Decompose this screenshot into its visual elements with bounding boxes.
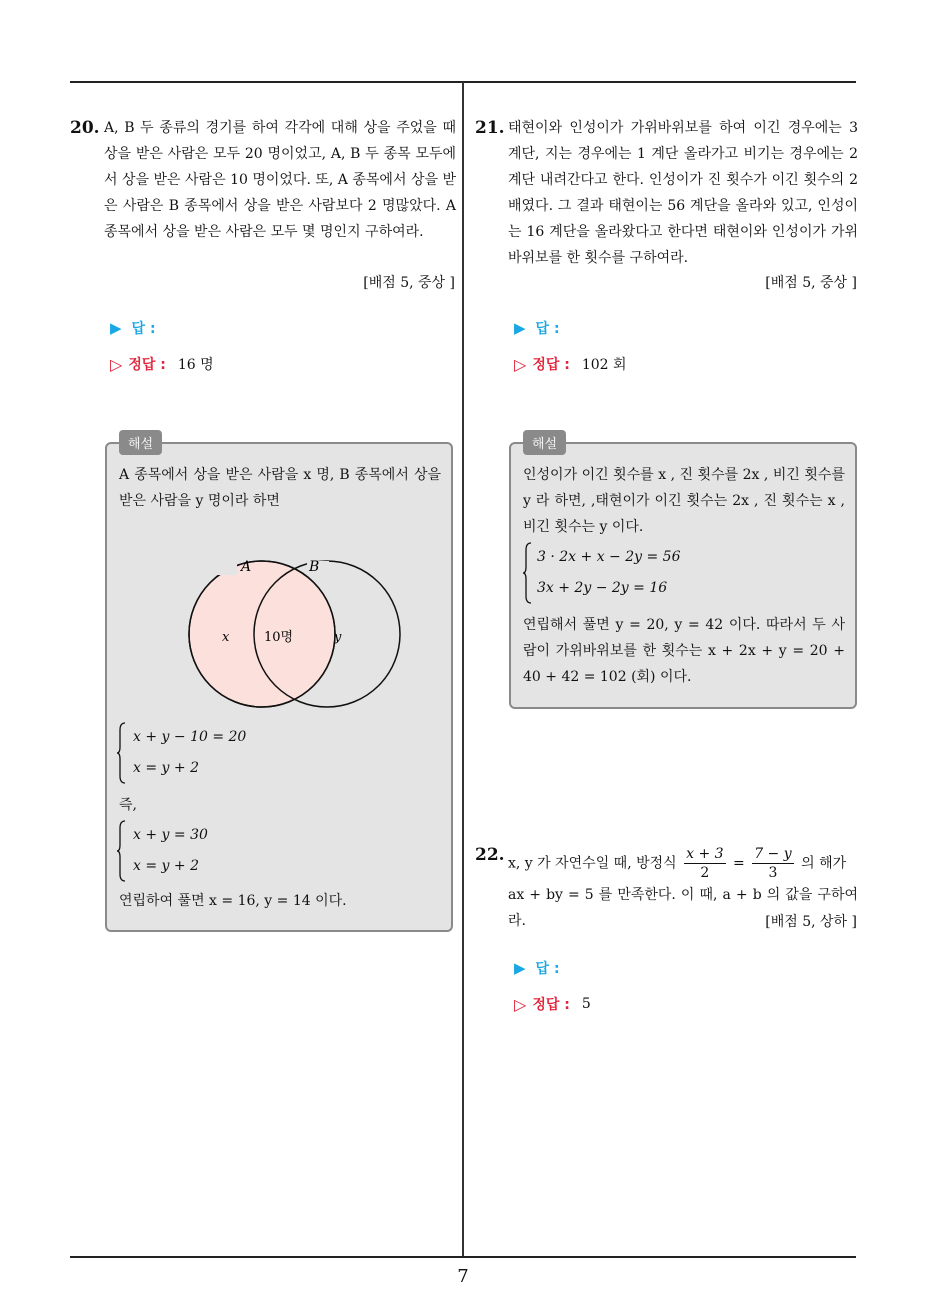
solution-value: 102 회: [581, 357, 627, 373]
venn-left-value: x: [222, 630, 230, 645]
venn-label-b: B: [309, 559, 320, 575]
solution-line: [514, 354, 627, 374]
outline-triangle-icon: ▷: [110, 354, 123, 374]
solution-line: [514, 994, 591, 1014]
equation-system: [523, 542, 743, 606]
explanation-intro: 인성이가 이긴 횟수를 x , 진 횟수를 2x , 비긴 횟수를 y 라 하면, ,태현이가 이긴 횟수는 2x , 진 횟수는 x , 비긴 횟수는 y 이다.: [523, 467, 845, 535]
fraction-1: $\frac{x + 3}{2}$: [686, 846, 724, 881]
page-number: 7: [457, 1266, 469, 1287]
solution-value: 5: [581, 996, 591, 1012]
equation-1a: x + y − 10 = 20: [133, 729, 247, 745]
problem-number: 22.: [475, 845, 505, 865]
venn-diagram: [157, 549, 457, 709]
answer-line: [110, 318, 156, 338]
equation-2b: x = y + 2: [133, 858, 199, 874]
solution-label: 정답 :: [532, 997, 570, 1013]
equation-system-2: [117, 820, 317, 884]
bottom-rule: [70, 1256, 856, 1258]
answer-label: 답 :: [131, 321, 156, 337]
answer-line: [514, 318, 560, 338]
problem-text-line1: [508, 845, 860, 882]
explanation-tag: 해설: [523, 430, 566, 455]
venn-middle-value: 10명: [264, 630, 294, 645]
equation-1b: x = y + 2: [133, 760, 199, 776]
problem-number: 21.: [475, 118, 505, 138]
problem-number: 20.: [70, 118, 100, 138]
outline-triangle-icon: ▷: [514, 994, 527, 1014]
problem-text: A, B 두 종류의 경기를 하여 각각에 대해 상을 주었을 때 상을 받은 사람은 모두 20 명이었고, A, B 두 종목 모두에서 상을 받은 사람은 10 명이었다. 또, A 종목에서 상을 받은 사람은 B 종목에서 상을 받은 사람보다 2 명많았다. A 종목에서 상을 받은 사람은 모두 몇 명인지 구하여라.: [104, 120, 456, 240]
equation-b: 3x + 2y − 2y = 16: [537, 580, 668, 596]
column-divider: [462, 82, 464, 1257]
play-triangle-icon: ▶: [514, 959, 526, 977]
venn-label-a: A: [241, 559, 252, 575]
outline-triangle-icon: ▷: [514, 354, 527, 374]
score-label: [배점 5, 중상 ]: [363, 275, 455, 291]
equals-sign: =: [733, 855, 745, 872]
explanation-box: [105, 437, 453, 932]
explanation-conclusion: 연립해서 풀면 y = 20, y = 42 이다. 따라서 두 사람이 가위바위보를 한 횟수는 x + 2x + y = 20 + 40 + 42 = 102 (회) 이다.: [523, 617, 845, 685]
explanation-conclusion: 연립하여 풀면 x = 16, y = 14 이다.: [119, 893, 347, 909]
fraction-2: $\frac{7 - y}{3}$: [754, 846, 792, 881]
solution-value: 16 명: [177, 357, 214, 373]
play-triangle-icon: ▶: [110, 319, 122, 337]
problem-text-line2: ax + by = 5 를 만족한다. 이 때, a + b 의 값을 구하여라.: [508, 887, 858, 929]
answer-label: 답 :: [535, 321, 560, 337]
explanation-intro: A 종목에서 상을 받은 사람을 x 명, B 종목에서 상을 받은 사람을 y 명이라 하면: [119, 467, 441, 509]
solution-label: 정답 :: [128, 357, 166, 373]
score-label: [배점 5, 상하 ]: [765, 914, 857, 930]
answer-line: [514, 958, 560, 978]
solution-line: [110, 354, 214, 374]
solution-label: 정답 :: [532, 357, 570, 373]
text-start: x, y 가 자연수일 때, 방정식: [508, 855, 677, 872]
problem-text: 태현이와 인성이가 가위바위보를 하여 이긴 경우에는 3 계단, 지는 경우에는 1 계단 올라가고 비기는 경우에는 2 계단 내려간다고 한다. 인성이가 진 횟수가 이긴 횟수의 2 배였다. 그 결과 태현이는 56 계단을 올라와 있고, 인성이는 16 계단을 올라왔다고 한다면 태현이와 인성이가 가위바위보를 한 횟수를 구하여라.: [508, 120, 858, 266]
play-triangle-icon: ▶: [514, 319, 526, 337]
venn-right-value: y: [334, 630, 342, 645]
equation-system-1: [117, 722, 317, 786]
score-label: [배점 5, 중상 ]: [765, 275, 857, 291]
explanation-tag: 해설: [119, 430, 162, 455]
equation-a: 3 · 2x + x − 2y = 56: [537, 549, 681, 565]
text-mid: 의 해가: [801, 855, 847, 872]
explanation-connector: 즉,: [119, 797, 137, 813]
equation-2a: x + y = 30: [133, 827, 208, 843]
answer-label: 답 :: [535, 961, 560, 977]
explanation-box: [509, 437, 857, 709]
